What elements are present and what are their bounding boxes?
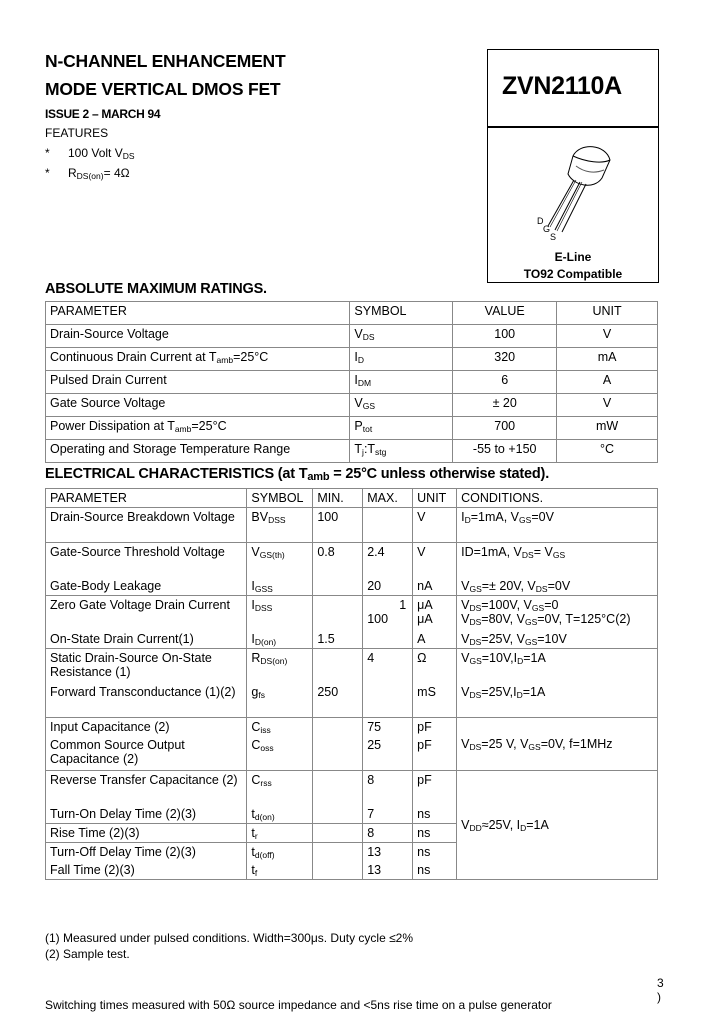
- param-cell: Continuous Drain Current at $T_{amb}=25^\circ C$: [46, 348, 350, 371]
- cond-cell: $V_{DS}=25V$, $V_{GS}=10V$: [457, 630, 658, 649]
- min-cell: [313, 596, 363, 631]
- unit-cell: V: [413, 543, 457, 578]
- param-cell: Zero Gate Voltage Drain Current: [46, 596, 247, 631]
- unit-cell: V: [557, 394, 658, 417]
- unit-cell: μA μA: [413, 596, 457, 631]
- symbol-cell: $C_{rss}$: [247, 771, 313, 806]
- feature-bullet: *: [45, 146, 50, 160]
- table-row: [46, 417, 658, 440]
- header-cell: PARAMETER: [46, 302, 350, 325]
- min-cell: [313, 843, 363, 862]
- table-row: [46, 440, 658, 463]
- max-cell: 13: [363, 843, 413, 862]
- min-cell: [313, 805, 363, 824]
- value-cell: 100: [453, 325, 557, 348]
- max-cell: [363, 508, 413, 543]
- header-cell: CONDITIONS.: [457, 489, 658, 508]
- param-cell: Static Drain-Source On-State Resistance (1): [46, 649, 247, 684]
- symbol-cell: $R_{DS(on)}$: [247, 649, 313, 684]
- min-cell: 0.8: [313, 543, 363, 578]
- table-row: [46, 577, 658, 596]
- page-number: 3: [657, 976, 664, 990]
- param-cell: Pulsed Drain Current: [46, 371, 350, 394]
- unit-cell: A: [413, 630, 457, 649]
- header-cell: UNIT: [557, 302, 658, 325]
- min-cell: [313, 824, 363, 843]
- symbol-cell: $T_j:T_{stg}$: [350, 440, 453, 463]
- footnote-1: (1) Measured under pulsed conditions. Width=300μs. Duty cycle ≤2%: [45, 931, 414, 945]
- unit-cell: ns: [413, 805, 457, 824]
- symbol-cell: $C_{iss}$: [247, 718, 313, 737]
- header-cell: SYMBOL: [247, 489, 313, 508]
- symbol-cell: $V_{GS(th)}$: [247, 543, 313, 578]
- param-cell: Input Capacitance (2): [46, 718, 247, 737]
- value-cell: ± 20: [453, 394, 557, 417]
- cond-cell: ID=1mA, $V_{DS}= V_{GS}$: [457, 543, 658, 578]
- unit-cell: pF: [413, 718, 457, 737]
- param-cell: Turn-Off Delay Time (2)(3): [46, 843, 247, 862]
- header-cell: MIN.: [313, 489, 363, 508]
- cond-cell: $V_{DS}=25$ V, $V_{GS}=0V$, f=1MHz: [457, 718, 658, 771]
- cond-cell: $V_{DD}\approx 25V$, $I_D=1A$: [457, 771, 658, 880]
- symbol-cell: $BV_{DSS}$: [247, 508, 313, 543]
- symbol-cell: $t_r$: [247, 824, 313, 843]
- unit-cell: ns: [413, 824, 457, 843]
- cond-cell: $V_{GS}=\pm 20V$, $V_{DS}=0V$: [457, 577, 658, 596]
- unit-cell: Ω: [413, 649, 457, 684]
- table-row: [46, 543, 658, 578]
- min-cell: [313, 718, 363, 737]
- param-cell: Power Dissipation at $T_{amb}=25^\circ C$: [46, 417, 350, 440]
- min-cell: 1.5: [313, 630, 363, 649]
- footnote-2: (2) Sample test.: [45, 947, 130, 961]
- pin-label-s: S: [550, 232, 557, 242]
- part-number: ZVN2110A: [502, 72, 622, 100]
- header-cell: VALUE: [453, 302, 557, 325]
- symbol-cell: $t_{d(off)}$: [247, 843, 313, 862]
- feature-bullet: *: [45, 166, 50, 180]
- table-row: [46, 348, 658, 371]
- min-cell: [313, 649, 363, 684]
- pin-label-d: D: [537, 216, 544, 226]
- unit-cell: pF: [413, 736, 457, 771]
- symbol-cell: $V_{GS}$: [350, 394, 453, 417]
- part-number-box: [487, 49, 659, 127]
- package-compat: TO92 Compatible: [523, 267, 623, 281]
- header-cell: SYMBOL: [350, 302, 453, 325]
- elec-title: ELECTRICAL CHARACTERISTICS (at $T_{amb} = 25^\circ C$ unless otherwise stated).: [45, 466, 550, 483]
- param-cell: Drain-Source Voltage: [46, 325, 350, 348]
- param-cell: Forward Transconductance (1)(2): [46, 683, 247, 718]
- symbol-cell: $P_{tot}$: [350, 417, 453, 440]
- cond-cell: $V_{DS}=25V,I_D=1A$: [457, 683, 658, 718]
- param-cell: Reverse Transfer Capacitance (2): [46, 771, 247, 806]
- pin-label-g: G: [543, 224, 551, 234]
- param-cell: Operating and Storage Temperature Range: [46, 440, 350, 463]
- max-cell: 2.4: [363, 543, 413, 578]
- max-cell: [363, 630, 413, 649]
- max-cell: [363, 683, 413, 718]
- unit-cell: V: [557, 325, 658, 348]
- cond-cell: $V_{GS}=10V,I_D=1A$: [457, 649, 658, 684]
- table-row: [46, 596, 658, 631]
- table-row: [46, 683, 658, 718]
- elec-table: [45, 488, 658, 880]
- symbol-cell: $V_{DS}$: [350, 325, 453, 348]
- table-header-row: [46, 302, 658, 325]
- max-cell: 25: [363, 736, 413, 771]
- param-cell: Drain-Source Breakdown Voltage: [46, 508, 247, 543]
- table-header-row: [46, 489, 658, 508]
- symbol-cell: $I_{DSS}$: [247, 596, 313, 631]
- param-cell: Gate Source Voltage: [46, 394, 350, 417]
- symbol-cell: $t_f$: [247, 861, 313, 880]
- max-cell: 4: [363, 649, 413, 684]
- param-cell: Gate-Source Threshold Voltage: [46, 543, 247, 578]
- unit-cell: V: [413, 508, 457, 543]
- page-number-mark: ): [657, 990, 661, 1004]
- value-cell: 6: [453, 371, 557, 394]
- param-cell: Turn-On Delay Time (2)(3): [46, 805, 247, 824]
- symbol-cell: $g_{fs}$: [247, 683, 313, 718]
- issue-date: ISSUE 2 – MARCH 94: [45, 107, 161, 121]
- cond-cell: $V_{DS}=100V$, $V_{GS}=0$ $V_{DS}=80V$, $V_{GS}=0V$, T=125°C(2): [457, 596, 658, 631]
- min-cell: [313, 736, 363, 771]
- param-cell: Fall Time (2)(3): [46, 861, 247, 880]
- symbol-cell: $I_D$: [350, 348, 453, 371]
- unit-cell: °C: [557, 440, 658, 463]
- table-row: [46, 649, 658, 684]
- unit-cell: nA: [413, 577, 457, 596]
- feature-item-2: $R_{DS(on)}= 4\Omega$: [68, 166, 130, 181]
- symbol-cell: $t_{d(on)}$: [247, 805, 313, 824]
- abs-max-table: [45, 301, 658, 463]
- max-cell: 7: [363, 805, 413, 824]
- symbol-cell: $I_{GSS}$: [247, 577, 313, 596]
- unit-cell: A: [557, 371, 658, 394]
- max-cell: 8: [363, 771, 413, 806]
- header-cell: PARAMETER: [46, 489, 247, 508]
- value-cell: -55 to +150: [453, 440, 557, 463]
- unit-cell: mA: [557, 348, 658, 371]
- symbol-cell: $I_{D(on)}$: [247, 630, 313, 649]
- min-cell: [313, 771, 363, 806]
- header-cell: UNIT: [413, 489, 457, 508]
- package-name: E-Line: [554, 250, 592, 264]
- value-cell: 320: [453, 348, 557, 371]
- table-row: [46, 508, 658, 543]
- value-cell: 700: [453, 417, 557, 440]
- unit-cell: ns: [413, 861, 457, 880]
- table-row: [46, 630, 658, 649]
- param-cell: On-State Drain Current(1): [46, 630, 247, 649]
- max-cell: 8: [363, 824, 413, 843]
- max-cell: 1 100: [363, 596, 413, 631]
- min-cell: [313, 861, 363, 880]
- table-row: [46, 371, 658, 394]
- unit-cell: pF: [413, 771, 457, 806]
- title-line-1: N-CHANNEL ENHANCEMENT: [45, 51, 286, 71]
- param-cell: Rise Time (2)(3): [46, 824, 247, 843]
- min-cell: 100: [313, 508, 363, 543]
- min-cell: [313, 577, 363, 596]
- unit-cell: ns: [413, 843, 457, 862]
- table-row: [46, 325, 658, 348]
- abs-max-title: ABSOLUTE MAXIMUM RATINGS.: [45, 281, 267, 297]
- max-cell: 75: [363, 718, 413, 737]
- features-label: FEATURES: [45, 126, 109, 140]
- feature-item-1: 100 Volt $V_{DS}$: [68, 146, 135, 161]
- table-row: [46, 771, 658, 806]
- min-cell: 250: [313, 683, 363, 718]
- symbol-cell: $C_{oss}$: [247, 736, 313, 771]
- package-box: [487, 127, 659, 283]
- unit-cell: mS: [413, 683, 457, 718]
- param-cell: Gate-Body Leakage: [46, 577, 247, 596]
- cond-cell: $I_D=1mA$, $V_{GS}=0V$: [457, 508, 658, 543]
- max-cell: 13: [363, 861, 413, 880]
- header-cell: MAX.: [363, 489, 413, 508]
- max-cell: 20: [363, 577, 413, 596]
- table-row: [46, 394, 658, 417]
- param-cell: Common Source Output Capacitance (2): [46, 736, 247, 771]
- title-line-2: MODE VERTICAL DMOS FET: [45, 79, 281, 99]
- footnote-3: Switching times measured with 50Ω source impedance and <5ns rise time on a pulse generator: [45, 998, 552, 1012]
- table-row: [46, 718, 658, 737]
- unit-cell: mW: [557, 417, 658, 440]
- symbol-cell: $I_{DM}$: [350, 371, 453, 394]
